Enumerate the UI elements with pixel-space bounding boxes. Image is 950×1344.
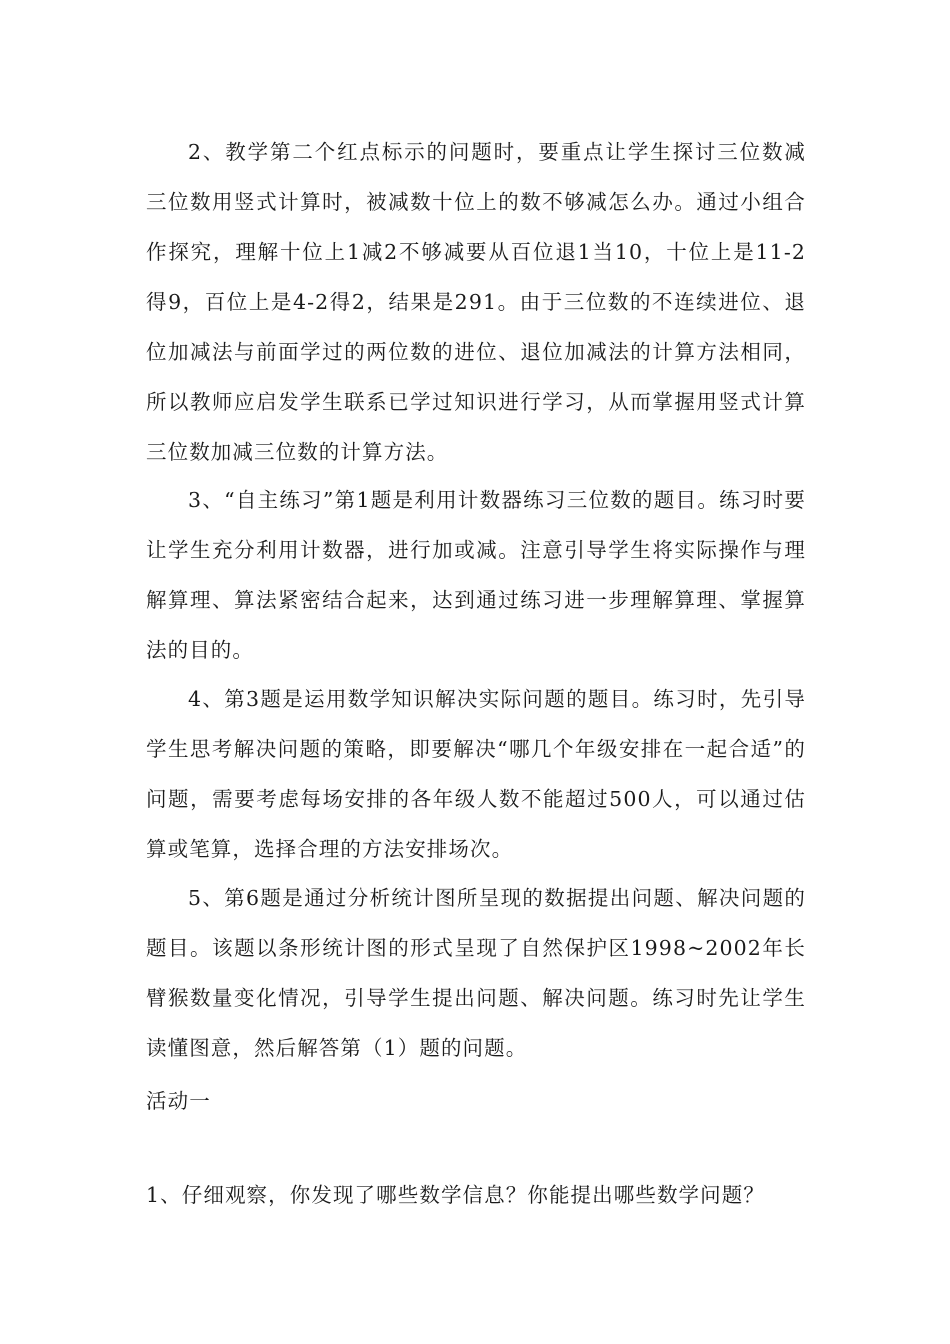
activity-heading: 活动一	[146, 1089, 211, 1113]
paragraph-4: 4、第3题是运用数学知识解决实际问题的题目。练习时，先引导学生思考解决问题的策略，即要解决“哪几个年级安排在一起合适”的问题，需要考虑每场安排的各年级人数不能超过500人，可以通过估算或笔算，选择合理的方法安排场次。	[146, 687, 806, 861]
paragraph-2: 2、教学第二个红点标示的问题时，要重点让学生探讨三位数减三位数用竖式计算时，被减数十位上的数不够减怎么办。通过小组合作探究，理解十位上1减2不够减要从百位退1当10，十位上是11-2得9，百位上是4-2得2，结果是291。由于三位数的不连续进位、退位加减法与前面学过的两位数的进位、退位加减法的计算方法相同，所以教师应启发学生联系已学过知识进行学习，从而掌握用竖式计算三位数加减三位数的计算方法。	[146, 140, 806, 464]
paragraph-3: 3、“自主练习”第1题是利用计数器练习三位数的题目。练习时要让学生充分利用计数器，进行加或减。注意引导学生将实际操作与理解算理、算法紧密结合起来，达到通过练习进一步理解算理、掌握算法的目的。	[146, 488, 806, 662]
question-1: 1、仔细观察，你发现了哪些数学信息？你能提出哪些数学问题？	[146, 1183, 765, 1207]
paragraph-5: 5、第6题是通过分析统计图所呈现的数据提出问题、解决问题的题目。该题以条形统计图的形式呈现了自然保护区1998~2002年长臂猴数量变化情况，引导学生提出问题、解决问题。练习时先让学生读懂图意，然后解答第（1）题的问题。	[146, 886, 806, 1060]
